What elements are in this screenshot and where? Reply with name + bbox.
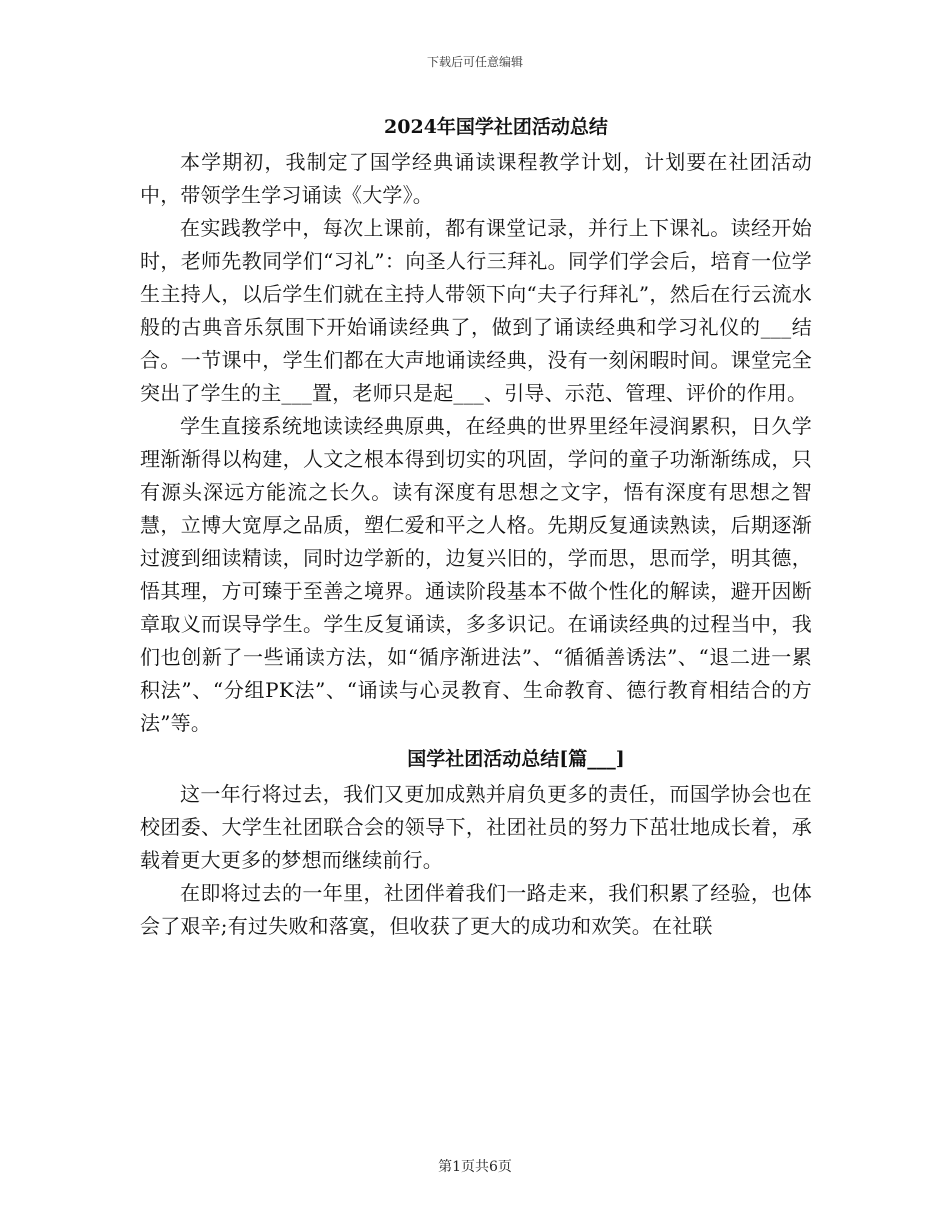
paragraph: 在即将过去的一年里，社团伴着我们一路走来，我们积累了经验，也体会了艰辛;有过失败和落寞，但收获了更大的成功和欢笑。在社联 (140, 881, 812, 938)
page-header-note: 下载后可任意编辑 (426, 55, 523, 69)
section-title: 国学社团活动总结[篇___] (407, 748, 625, 770)
document-body (140, 110, 812, 943)
document-title: 2024年国学社团活动总结 (384, 116, 608, 138)
page-footer-number: 第1页共6页 (438, 1159, 512, 1175)
paragraph: 学生直接系统地读读经典原典，在经典的世界里经年浸润累积，日久学理渐渐得以构建，人文之根本得到切实的巩固，学问的童子功渐渐练成，只有源头深远方能流之长久。读有深度有思想之文字，悟有深度有思想之智慧，立博大宽厚之品质，塑仁爱和平之人格。先期反复通读熟读，后期逐渐过渡到细读精读，同时边学新的，边复兴旧的，学而思，思而学，明其德，悟其理，方可臻于至善之境界。通读阶段基本不做个性化的解读，避开因断章取义而误导学生。学生反复诵读，多多识记。在诵读经典的过程当中，我们也创新了一些诵读方法，如“循序渐进法”、“循循善诱法”、“退二进一累积法”、“分组PK法”、“诵读与心灵教育、生命教育、德行教育相结合的方法”等。 (140, 414, 812, 735)
paragraph: 在实践教学中，每次上课前，都有课堂记录，并行上下课礼。读经开始时，老师先教同学们“习礼”：向圣人行三拜礼。同学们学会后，培育一位学生主持人，以后学生们就在主持人带领下向“夫子行拜礼”，然后在行云流水般的古典音乐氛围下开始诵读经典了，做到了诵读经典和学习礼仪的___结合。一节课中，学生们都在大声地诵读经典，没有一刻闲暇时间。课堂完全突出了学生的主___置，老师只是起___、引导、示范、管理、评价的作用。 (140, 216, 812, 405)
paragraph: 本学期初，我制定了国学经典诵读课程教学计划，计划要在社团活动中，带领学生学习诵读《大学》。 (140, 150, 812, 207)
paragraph: 这一年行将过去，我们又更加成熟并肩负更多的责任，而国学协会也在校团委、大学生社团联合会的领导下，社团社员的努力下茁壮地成长着，承载着更大更多的梦想而继续前行。 (140, 782, 812, 872)
